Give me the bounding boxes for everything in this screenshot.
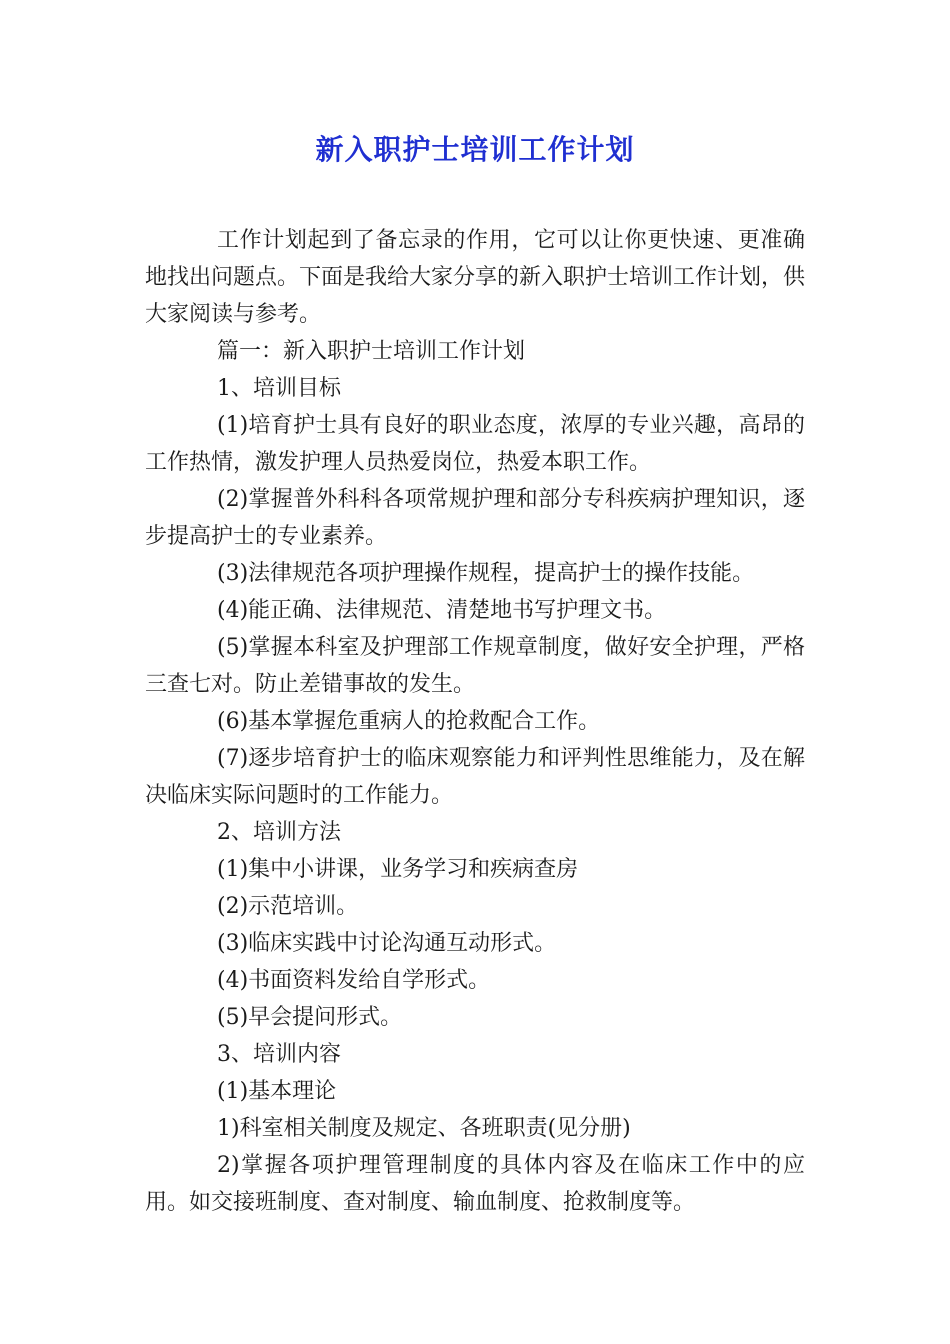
method-item-5: (5)早会提问形式。: [217, 1005, 403, 1030]
method-item-4: (4)书面资料发给自学形式。: [217, 968, 491, 993]
goal-item-7: (7)逐步培育护士的临床观察能力和评判性思维能力，及在解决临床实际问题时的工作能力。: [145, 746, 805, 808]
document-body: [145, 222, 805, 1221]
method-item-3: (3)临床实践中讨论沟通互动形式。: [217, 931, 557, 956]
content-subheading-theory: (1)基本理论: [217, 1079, 337, 1104]
goal-item-5: (5)掌握本科室及护理部工作规章制度，做好安全护理，严格三查七对。防止差错事故的发生。: [145, 635, 805, 697]
content-item-2: 2)掌握各项护理管理制度的具体内容及在临床工作中的应用。如交接班制度、查对制度、输血制度、抢救制度等。: [145, 1153, 805, 1215]
method-item-2: (2)示范培训。: [217, 894, 359, 919]
document-title: 新入职护士培训工作计划: [315, 133, 635, 166]
goal-item-1: (1)培育护士具有良好的职业态度，浓厚的专业兴趣，高昂的工作热情，激发护理人员热爱岗位，热爱本职工作。: [145, 413, 805, 475]
content-item-1: 1)科室相关制度及规定、各班职责(见分册): [217, 1116, 631, 1141]
goal-item-3: (3)法律规范各项护理操作规程，提高护士的操作技能。: [217, 561, 755, 586]
goal-item-4: (4)能正确、法律规范、清楚地书写护理文书。: [217, 598, 667, 623]
chapter-heading: 篇一：新入职护士培训工作计划: [217, 339, 526, 364]
section-heading-content: 3、培训内容: [217, 1042, 341, 1067]
goal-item-2: (2)掌握普外科科各项常规护理和部分专科疾病护理知识，逐步提高护士的专业素养。: [145, 487, 805, 549]
section-heading-goals: 1、培训目标: [217, 376, 341, 401]
method-item-1: (1)集中小讲课，业务学习和疾病查房: [217, 857, 579, 882]
section-heading-methods: 2、培训方法: [217, 820, 341, 845]
goal-item-6: (6)基本掌握危重病人的抢救配合工作。: [217, 709, 601, 734]
intro-paragraph: 工作计划起到了备忘录的作用，它可以让你更快速、更准确地找出问题点。下面是我给大家分享的新入职护士培训工作计划，供大家阅读与参考。: [145, 228, 806, 327]
